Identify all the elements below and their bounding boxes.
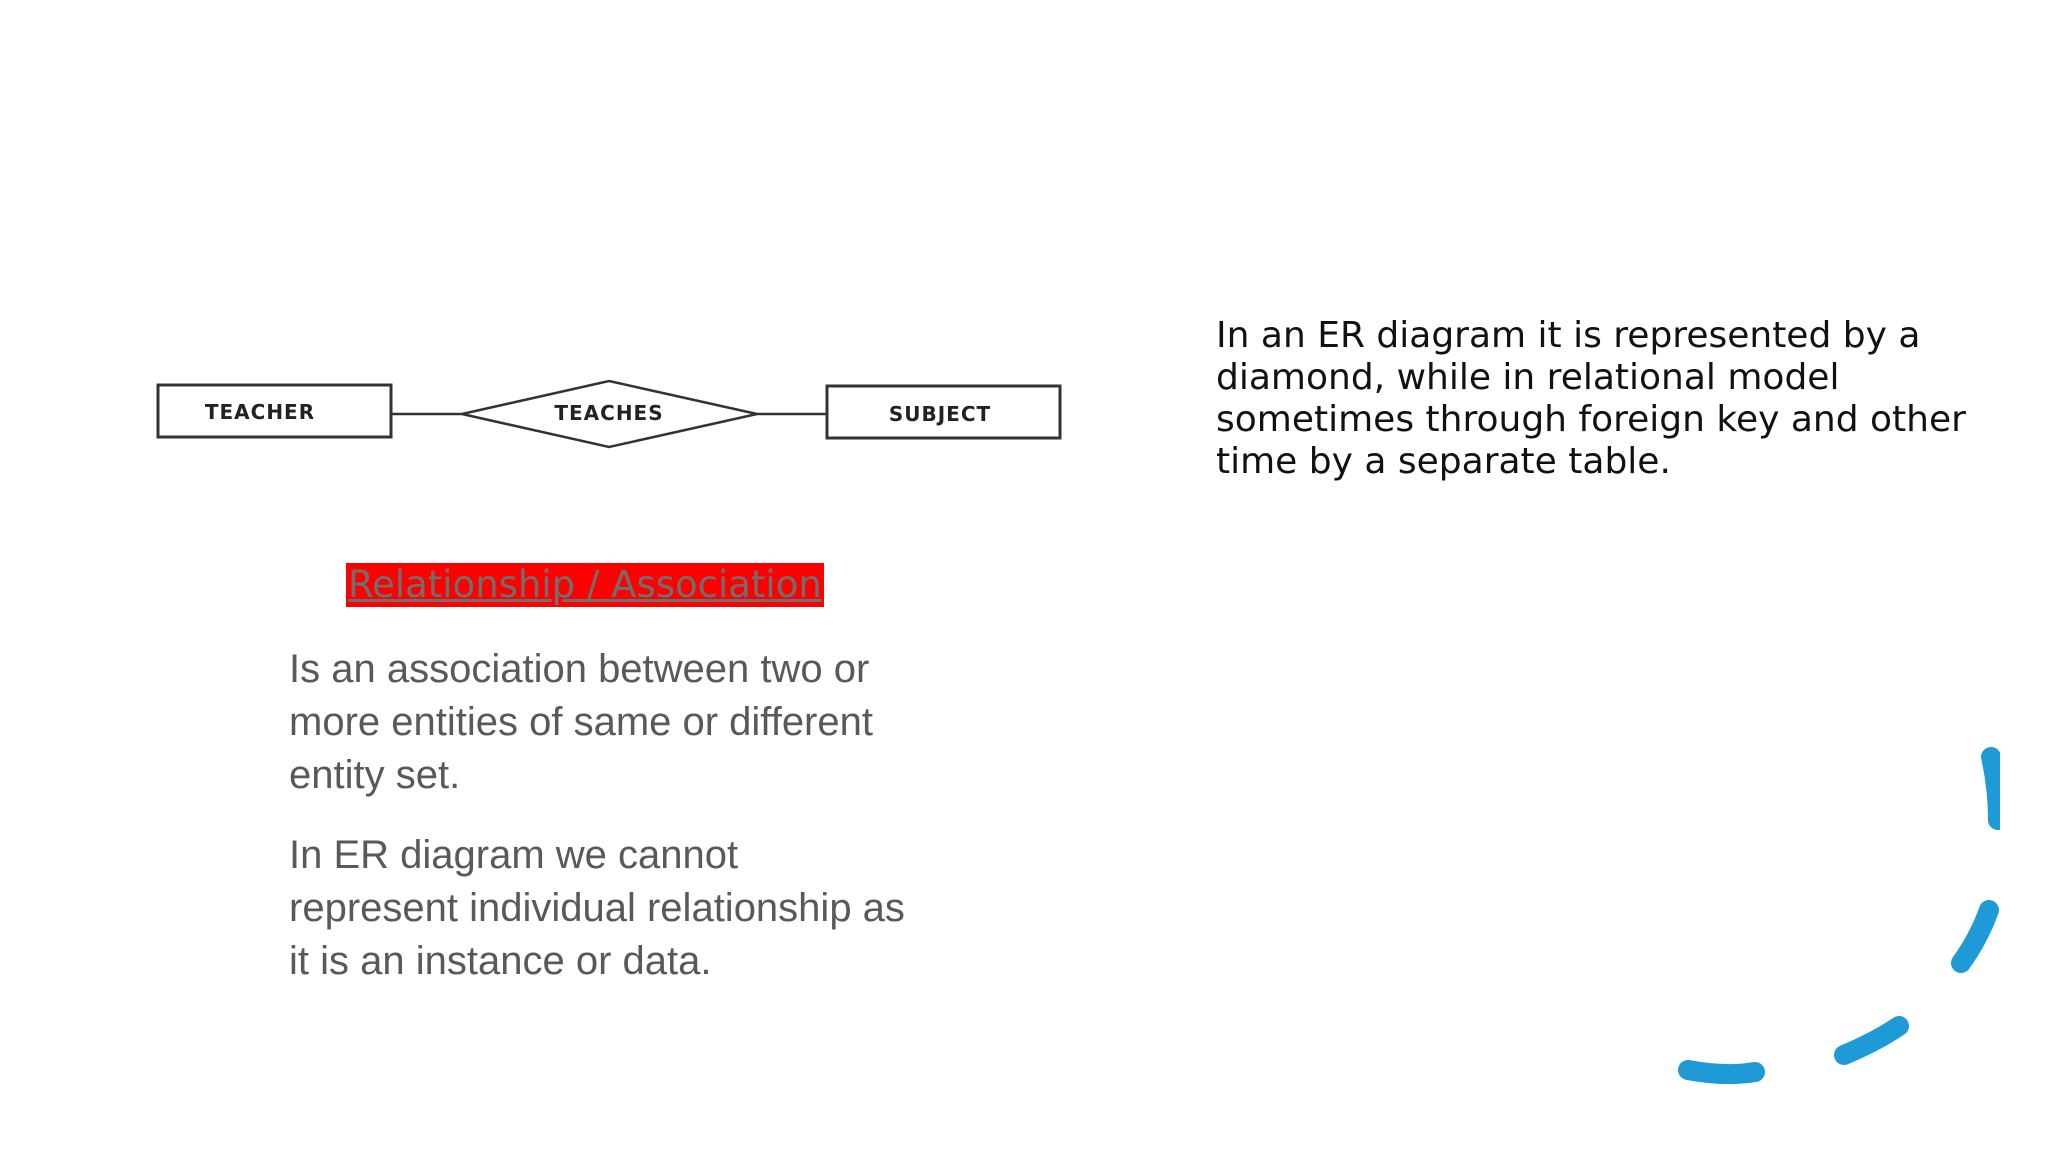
arc-dash-1 [1991,757,1998,820]
definition-text [289,643,909,1015]
slide-heading: Relationship / Association [348,563,822,606]
er-diagram [150,375,1062,460]
arc-dash-3 [1844,1026,1899,1055]
arc-dash-4 [1688,1070,1755,1074]
er-limitation-paragraph: In ER diagram we cannot represent individual relationship as it is an instance or data. [289,833,905,983]
entity-label-subject: SUBJECT [888,402,992,426]
side-note: In an ER diagram it is represented by a diamond, while in relational model sometimes through foreign key and other time by a separate table. [1216,315,1966,482]
dashed-arc-decoration [1640,730,2000,1090]
definition-paragraph: Is an association between two or more entities of same or different entity set. [289,647,873,797]
entity-label-teacher: TEACHER [204,400,316,424]
arc-dash-2 [1961,910,1989,963]
relationship-label-teaches: TEACHES [554,401,664,425]
